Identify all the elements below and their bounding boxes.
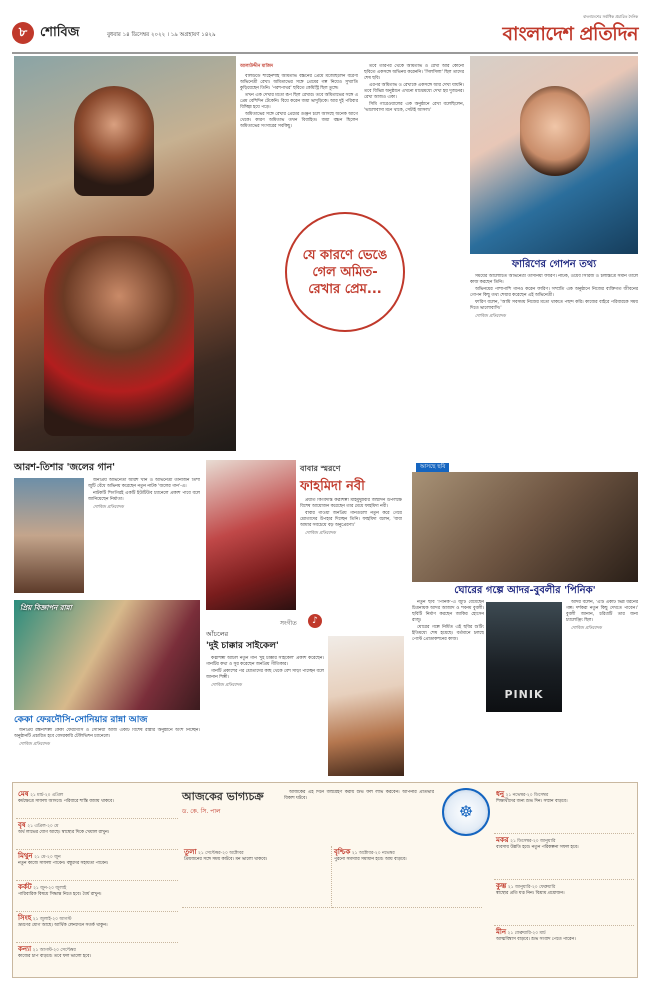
lead-author: আলাউদ্দীন মাজিদ bbox=[240, 64, 273, 69]
sign-dates: ২১ অক্টোবর-২০ নভেম্বর bbox=[351, 851, 395, 856]
fahmida-photo bbox=[206, 460, 296, 610]
lead-col2-para: এরপর অমিতাভ ও রেখাকে একসঙ্গে আর দেখা যায়নি। তবে বিভিন্ন অনুষ্ঠানে এখনো মাঝেমধ্যে দেখা হয় দুজনের। রেখা আজও একা। bbox=[364, 83, 464, 100]
sign-name: কর্কট bbox=[18, 883, 32, 891]
jol-para: নাটকটি শিগগিরই একটি ইউটিউব চ্যানেলে প্রকাশ পাবে বলে জানিয়েছেন নির্মাতা। bbox=[88, 491, 200, 502]
lead-col1-para: তখন এক দেখার মতো রূপ ছিল রেখার। তবে অমিতাভের সঙ্গে এ প্রেম বেশিদিন টেকেনি। বিয়ে করেন জয়া ভাদুড়িকে। আর দুই পরিবার বিচ্ছিন্ন হয়ে পড়ে। bbox=[240, 93, 358, 110]
lead-photo-figure-1 bbox=[74, 86, 154, 196]
jol-sign: শোবিজ প্রতিবেদক bbox=[93, 504, 124, 509]
masthead: বাংলাদেশ প্রতিদিন bbox=[502, 23, 638, 45]
farin-headline: ফারিণের গোপন তথ্য bbox=[511, 259, 597, 270]
horoscope-sign bbox=[16, 819, 178, 850]
sign-dates: ২১ জুন-২০ জুলাই bbox=[33, 886, 67, 891]
farin-photo-face bbox=[520, 86, 590, 176]
sangeet-text bbox=[206, 656, 324, 774]
horoscope-sign bbox=[494, 926, 634, 972]
farin-para: ফারিণ বলেন, 'আমি সবসময় নিজের মতো থাকতে পছন্দ করি। কাজের বাইরে পরিবারকে সময় দিতে ভালোবাসি।' bbox=[470, 300, 638, 311]
horoscope-sign bbox=[16, 788, 178, 819]
sign-name: বৃশ্চিক bbox=[334, 848, 351, 856]
jol-photo bbox=[14, 478, 84, 593]
sign-text: পুরনো সমস্যার সমাধান হবে। আয় বাড়বে। bbox=[334, 857, 407, 863]
jol-headline: আরশ-তিশার 'জলের গান' bbox=[14, 462, 116, 473]
sign-name: সিংহ bbox=[18, 914, 32, 922]
sign-text: ব্যবসায় উন্নতি হবে। নতুন পরিকল্পনা সফল হবে। bbox=[496, 845, 579, 851]
sign-name: কুম্ভ bbox=[496, 882, 507, 890]
fahmida-kicker: বাবার স্মরণে bbox=[300, 464, 341, 473]
horoscope-title-box bbox=[182, 790, 282, 842]
sign-text: কর্মক্ষেত্রে সাফল্য আসবে। পরিবারে শান্তি বজায় থাকবে। bbox=[18, 799, 114, 805]
pinik-para: আদর বলেন, 'এটি একটি ভিন্ন ধরনের গল্প। দর্শকরা নতুন কিছু দেখতে পাবেন।' বুবলী জানান, চরিত্রটি তার জন্য চ্যালেঞ্জিং ছিল। bbox=[566, 600, 638, 623]
pinik-para: নতুন ছবি 'পিনিক'-এ জুটি বেঁধেছেন চিত্রনায়ক আদর আজাদ ও শবনম বুবলী। ছবিটি নির্মাণ করছেন জাকির হোসেন রাজু। bbox=[412, 600, 484, 623]
horoscope-sign bbox=[16, 850, 178, 881]
pinik-poster-title: PINIK bbox=[504, 688, 544, 701]
keka-headline: কেকা ফেরদৌসি-সোনিয়ার রান্না আজ bbox=[14, 715, 148, 725]
keka-photo bbox=[14, 600, 200, 710]
sign-dates: ২১ এপ্রিল-২০ মে bbox=[27, 824, 59, 829]
sign-name: কন্যা bbox=[18, 945, 32, 953]
sign-text: প্রিয়জনের সঙ্গে সময় কাটবে। মন ভালো থাকবে। bbox=[184, 857, 268, 863]
horoscope-sign bbox=[494, 880, 634, 926]
lead-col1-para: অমিতাভের সঙ্গে রেখার প্রেমের গুঞ্জন চলে আসছে অনেক আগে থেকে। কারণ অমিতাভ তখন বিবাহিত। জয়া বচ্চন ছিলেন অমিতাভের সংসারের সবকিছু। bbox=[240, 112, 358, 129]
sangeet-headline: 'দুই চাক্কার সাইকেল' bbox=[206, 641, 279, 651]
pinik-sign: শোবিজ প্রতিবেদক bbox=[571, 625, 602, 630]
lead-col1-para: বলিউডে শাহেনশাহ অমিতাভ বচ্চনের প্রেমে মজেছিলেন বরেণ্য অভিনেত্রী রেখা। অমিতাভের সঙ্গে প্রেমের গল্প নিয়েও সুখ্যাতি কুড়িয়েছেন তিনি। 'পরশপাথর' ছবিতে কেমিস্ট্রি ছিল তুঙ্গে। bbox=[240, 74, 358, 91]
sign-dates: ২১ ফেব্রুয়ারি-২০ মার্চ bbox=[507, 931, 546, 936]
jol-text bbox=[88, 478, 200, 594]
lead-headline: যে কারণে ভেঙে গেল অমিত-রেখার প্রেম... bbox=[302, 247, 388, 297]
sign-dates: ২১ আগস্ট-২০ সেপ্টেম্বর bbox=[32, 948, 76, 953]
fahmida-sign: শোবিজ প্রতিবেদক bbox=[305, 530, 336, 535]
pinik-photo bbox=[412, 472, 638, 582]
horoscope-sign bbox=[494, 834, 634, 880]
fahmida-headline: ফাহমিদা নবী bbox=[300, 479, 365, 494]
keka-banner: প্রিয় বিজ্ঞাপন রান্না bbox=[20, 604, 72, 612]
sign-text: শিক্ষার্থীদের জন্য শুভ দিন। সম্মান বাড়বে। bbox=[496, 799, 568, 805]
horoscope-title: আজকের ভাগ্যচক্র bbox=[182, 790, 264, 803]
horoscope-sign bbox=[494, 788, 634, 834]
sign-text: পারিবারিক বিষয়ে সিদ্ধান্ত নিতে হবে। ধৈর্য রাখুন। bbox=[18, 892, 102, 898]
sign-name: তুলা bbox=[184, 848, 197, 856]
farin-photo bbox=[470, 56, 638, 254]
sign-text: অর্থ লাভের যোগ আছে। স্বাস্থ্যের দিকে খেয়াল রাখুন। bbox=[18, 830, 110, 836]
horoscope-sign bbox=[16, 943, 178, 974]
jol-para: জনপ্রিয় অভিনেতা আরশ খান ও অভিনেত্রী তানজিন তিশা জুটি বেঁধে অভিনয় করেছেন নতুন নাটক 'জলের গান'-এ। bbox=[88, 478, 200, 489]
lead-col2-para: সিমি গারেওয়ালের এক অনুষ্ঠানে রেখা বলেছিলেন, 'ভালোবাসা মনে থাকে, সেটাই আসল।' bbox=[364, 102, 464, 113]
fahmida-para: প্রয়াত কিংবদন্তি কণ্ঠশিল্পী মাহমুদুন্নবীর জন্মদিন উপলক্ষে বিশেষ আয়োজন করেছেন তার মেয়ে ফাহমিদা নবী। bbox=[300, 498, 402, 509]
date-line: বুধবার ১৪ ডিসেম্বর ২০২২ । ১৯ অগ্রহায়ণ ১৪২৯ bbox=[107, 32, 216, 38]
farin-sign: শোবিজ প্রতিবেদক bbox=[475, 313, 506, 318]
lead-byline bbox=[240, 64, 273, 70]
sign-name: বৃষ bbox=[18, 821, 26, 829]
keka-para: জনপ্রিয় রন্ধনশিল্পী কেকা ফেরদৌসি ও সোনিয়া আজ একটি বিশেষ রান্নার অনুষ্ঠানে অংশ নিচ্ছেন। অনুষ্ঠানটি প্রচারিত হবে বেসরকারি টেলিভিশন চ্যানেলে। bbox=[14, 728, 200, 739]
horoscope-intro-text: আজকের এই দিনে জন্মগ্রহণ করায় শুভ ফল লাভ করবেন। আপনার প্রতিভার বিকাশ ঘটবে। bbox=[284, 790, 434, 801]
horoscope-sign bbox=[16, 912, 178, 943]
farin-text bbox=[470, 274, 638, 452]
sign-dates: ২১ ডিসেম্বর-২০ জানুয়ারি bbox=[510, 839, 556, 844]
pinik-para: ঘোরের গল্পে নির্মিত এই ছবির শুটিং ইতিমধ্যে শেষ হয়েছে। বর্তমানে চলছে পোস্ট প্রোডাকশনের কাজ। bbox=[412, 625, 484, 642]
music-note-icon: ♪ bbox=[308, 614, 322, 628]
pinik-tag: আসছে ছবি bbox=[416, 463, 449, 472]
sign-dates: ২১ মে-২০ জুন bbox=[34, 855, 61, 860]
keka-text bbox=[14, 728, 200, 774]
sign-text: নতুন কাজে সাফল্য পাবেন। বন্ধুদের সহায়তা পাবেন। bbox=[18, 861, 109, 867]
sign-name: মীন bbox=[496, 928, 507, 936]
horoscope-sign bbox=[332, 846, 482, 908]
farin-para: সময়ের আলোচিত অভিনেত্রী তাসনিয়া ফারিণ। নাটক, ওয়েব সিরিজ ও চলচ্চিত্রে সমান তালে কাজ করছেন তিনি। bbox=[470, 274, 638, 285]
pinik-poster bbox=[486, 602, 562, 712]
sign-name: মকর bbox=[496, 836, 509, 844]
sign-name: ধনু bbox=[496, 790, 505, 798]
horoscope-sign bbox=[182, 846, 332, 908]
keka-sign: শোবিজ প্রতিবেদক bbox=[19, 741, 50, 746]
sign-text: ভ্রমণের যোগ আছে। আর্থিক লেনদেনে সতর্ক থাকুন। bbox=[18, 923, 108, 929]
sangeet-kicker: আঁচলের bbox=[206, 630, 229, 638]
sign-dates: ২১ জানুয়ারি-২০ ফেব্রুয়ারি bbox=[507, 885, 556, 890]
zodiac-wheel-icon: ☸ bbox=[442, 788, 490, 836]
sign-text: কাজের চাপ বাড়বে। তবে ফল ভালো হবে। bbox=[18, 954, 91, 960]
sangeet-para: কণ্ঠশিল্পী আঁচল নতুন গান 'দুই চাক্কার সাইকেল' প্রকাশ করেছেন। গানটির কথা ও সুর করেছেন জনপ্রিয় গীতিকার। bbox=[206, 656, 324, 667]
sangeet-sign: শোবিজ প্রতিবেদক bbox=[211, 682, 242, 687]
horoscope-left-col bbox=[16, 788, 178, 974]
horoscope-right-col bbox=[494, 788, 634, 974]
sign-dates: ২১ মার্চ-২০ এপ্রিল bbox=[30, 793, 64, 798]
horoscope-mid-col bbox=[182, 846, 488, 974]
sangeet-para: গানটি প্রকাশের পর শ্রোতাদের কাছ থেকে বেশ সাড়া পাচ্ছেন বলে জানান শিল্পী। bbox=[206, 669, 324, 680]
horoscope-sign bbox=[16, 881, 178, 912]
section-title: শোবিজ bbox=[40, 25, 80, 40]
sign-text: আত্মবিশ্বাস বাড়বে। শুভ সংবাদ পেতে পারেন। bbox=[496, 937, 576, 943]
sign-dates: ২১ সেপ্টেম্বর-২০ অক্টোবর bbox=[197, 851, 244, 856]
pinik-text-left bbox=[412, 600, 484, 774]
sign-dates: ২১ জুলাই-২০ আগস্ট bbox=[32, 917, 72, 922]
pinik-headline: ঘোরের গল্পে আদর-বুবলীর 'পিনিক' bbox=[454, 585, 596, 596]
lead-headline-circle bbox=[285, 212, 405, 332]
sign-dates: ২১ নভেম্বর-২০ ডিসেম্বর bbox=[505, 793, 549, 798]
pinik-text-right bbox=[566, 600, 638, 774]
lead-photo-figure-2 bbox=[44, 236, 194, 436]
fahmida-para: বাবার গাওয়া জনপ্রিয় গানগুলো নতুন করে গেয়ে শ্রোতাদের উপহার দিচ্ছেন তিনি। ফাহমিদা বলেন, 'বাবা আমার সবচেয়ে বড় অনুপ্রেরণা।' bbox=[300, 511, 402, 528]
sangeet-photo bbox=[328, 636, 404, 776]
sign-name: মিথুন bbox=[18, 852, 33, 860]
sign-name: মেষ bbox=[18, 790, 29, 798]
page-header bbox=[12, 6, 638, 54]
masthead-tagline: বাংলাদেশের সর্বাধিক প্রচারিত দৈনিক bbox=[583, 14, 638, 19]
lead-photo bbox=[14, 56, 236, 451]
sign-text: স্বাস্থ্যের প্রতি যত্ন নিন। বিশ্রাম প্রয়োজন। bbox=[496, 891, 565, 897]
farin-para: অভিনয়ের পাশাপাশি গানও করেন ফারিণ। সম্প্রতি এক অনুষ্ঠানে নিজের ব্যক্তিগত জীবনের গোপন কিছু তথ্য শেয়ার করেছেন এই অভিনেত্রী। bbox=[470, 287, 638, 298]
horoscope-author: ড. কে. সি. পাল bbox=[182, 808, 221, 815]
lead-col2-para: তবে তারপর থেকে অমিতাভ ও রেখা আর কোনো ছবিতে একসঙ্গে অভিনয় করেননি। 'সিলসিলা' ছিল তাদের শেষ ছবি। bbox=[364, 64, 464, 81]
horoscope-intro bbox=[284, 790, 434, 838]
sangeet-label: সংগীত bbox=[280, 620, 297, 627]
page-number-badge: ৮ bbox=[12, 22, 34, 44]
fahmida-text bbox=[300, 498, 402, 610]
